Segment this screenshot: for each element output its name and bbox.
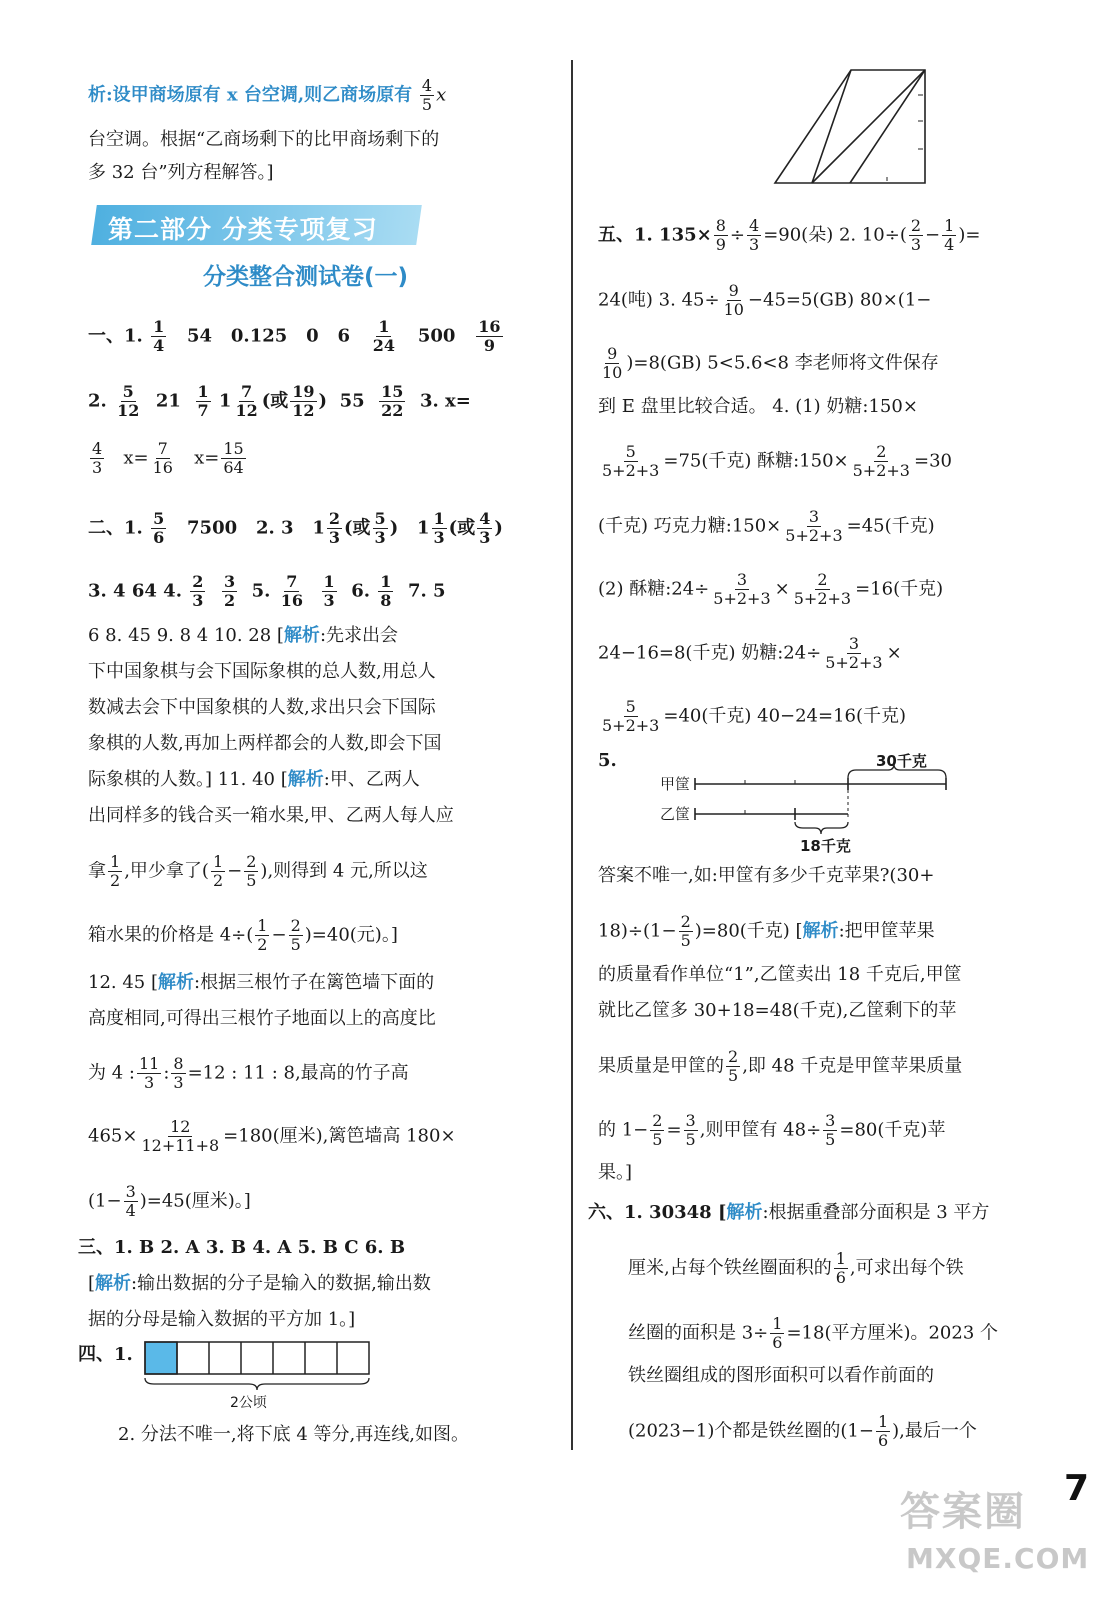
text: ,则得到 4 元,所以这 bbox=[267, 860, 428, 882]
basket-label-jia: 甲筐 bbox=[660, 775, 691, 793]
text: 拿 bbox=[88, 860, 106, 882]
watermark bbox=[900, 1480, 1090, 1590]
fraction: $\frac{1}{3}$ bbox=[433, 509, 445, 547]
text-line: 果。] bbox=[598, 1162, 633, 1183]
label: 5. bbox=[251, 580, 271, 602]
text-line: 拿 $\frac{1}{2}$ ,甲少拿了( $\frac{1}{2}$ − $\frac{2}{5}$ ),则得到 4 元,所以这 bbox=[88, 852, 428, 890]
label: 四、1. bbox=[78, 1344, 133, 1365]
jiexi-label: 解析 bbox=[283, 625, 320, 646]
fraction: $\frac{2}{5}$ bbox=[290, 916, 301, 954]
fraction: $\frac{3}{5+2+3}$ bbox=[713, 570, 771, 608]
text: 果质量是甲筐的 bbox=[598, 1055, 724, 1077]
text: )=8(GB) 5<5.6<8 李老师将文件保存 bbox=[626, 352, 939, 374]
fraction: $\frac{1}{8}$ bbox=[380, 572, 392, 610]
fraction: $\frac{7}{16}$ bbox=[280, 572, 303, 610]
jiexi-label: 解析 bbox=[726, 1202, 763, 1223]
label: 2. bbox=[88, 390, 107, 412]
text-line: (2023−1)个都是铁丝圈的(1− $\frac{1}{6}$ ),最后一个 bbox=[628, 1412, 977, 1450]
text-line: 象棋的人数,再加上两样都会的人数,即会下国 bbox=[88, 733, 442, 754]
value: 54 bbox=[187, 325, 213, 347]
fraction: $\frac{2}{3}$ bbox=[328, 509, 341, 547]
text-line: 二、1. $\frac{5}{6}$ 7500 2. 3 1 $\frac{2}{3}$ (或 $\frac{5}{3}$ ) 1 $\frac{1}{3}$ (或 $\frac{4}{3}$ ) bbox=[88, 509, 503, 547]
text: 12. 45 [ bbox=[88, 972, 158, 993]
fraction: $\frac{2}{5}$ bbox=[246, 852, 257, 890]
text: =180(厘米),篱笆墙高 180× bbox=[223, 1125, 456, 1147]
fraction: $\frac{1}{3}$ bbox=[323, 572, 335, 610]
fraction: $\frac{2}{5}$ bbox=[728, 1047, 739, 1085]
text-line bbox=[628, 1250, 964, 1287]
text-line bbox=[598, 508, 935, 545]
text-line: 2. $\frac{5}{12}$ 21 $\frac{1}{7}$ 1 $\frac{7}{12}$ (或 $\frac{19}{12}$ ) 55 $\frac{15}{22}$ 3. x= bbox=[88, 382, 471, 420]
text-line: $\frac{4}{3}$ x= $\frac{7}{16}$ x= $\frac{15}{64}$ bbox=[92, 439, 244, 477]
text-line: 三、1. B 2. A 3. B 4. A 5. B C 6. B bbox=[78, 1237, 406, 1258]
fraction: $\frac{1}{2}$ bbox=[212, 852, 224, 890]
page-number: 7 bbox=[1063, 1468, 1089, 1509]
watermark-line2: MXQE.COM bbox=[906, 1542, 1090, 1575]
text: (2023−1)个都是铁丝圈的 bbox=[628, 1420, 841, 1442]
text-line: 箱水果的价格是 4÷( $\frac{1}{2}$ − $\frac{2}{5}$ )=40(元)。] bbox=[88, 916, 398, 954]
text: =80(千克) [ bbox=[701, 920, 803, 942]
segment-label-18kg: 18千克 bbox=[800, 837, 851, 855]
text: =40(千克) 40−24=16(千克) bbox=[663, 705, 907, 727]
fraction: $\frac{12}{12+11+8}$ bbox=[141, 1117, 220, 1155]
text: ,则甲筐有 48÷ bbox=[699, 1119, 822, 1141]
text-line: 为 4 : $\frac{11}{3}$ : $\frac{8}{3}$ =12 : 11 : 8,最高的竹子高 bbox=[88, 1054, 409, 1092]
text-line: 据的分母是输入数据的平方加 1。] bbox=[88, 1309, 356, 1330]
text-line bbox=[598, 698, 906, 735]
text: =18(平方厘米)。2023 个 bbox=[786, 1322, 999, 1344]
fraction: $\frac{5}{5+2+3}$ bbox=[602, 442, 660, 480]
text-line bbox=[598, 345, 939, 382]
text: 五、1. 135× bbox=[598, 224, 712, 246]
text: =90(朵) 2. 10÷ bbox=[763, 224, 900, 246]
value: 55 bbox=[339, 390, 365, 412]
text: 丝圈的面积是 3÷ bbox=[628, 1322, 769, 1344]
text: 箱水果的价格是 4÷ bbox=[88, 924, 247, 946]
text-line bbox=[628, 1315, 998, 1352]
text: =16(千克) bbox=[855, 578, 944, 600]
jiexi-label: 解析 bbox=[158, 972, 194, 993]
text-line: 多 32 台”列方程解答。] bbox=[88, 162, 274, 183]
fraction: $\frac{1}{6}$ bbox=[877, 1412, 889, 1450]
text: 六、1. 30348 [ bbox=[588, 1202, 727, 1223]
text: ,即 48 千克是甲筐苹果质量 bbox=[742, 1055, 963, 1077]
label: 5. bbox=[598, 750, 617, 771]
line-segment-diagram bbox=[693, 760, 963, 840]
text: (2) 酥糖:24÷ bbox=[598, 578, 710, 600]
value: 500 bbox=[417, 325, 456, 347]
text-line: 铁丝圈组成的图形面积可以看作前面的 bbox=[628, 1365, 934, 1386]
text-line: 台空调。根据“乙商场剩下的比甲商场剩下的 bbox=[88, 129, 440, 150]
text-line: (2) 酥糖:24÷ $\frac{3}{5+2+3}$ × $\frac{2}{5+2+3}$ =16(千克) bbox=[598, 570, 944, 608]
text: ,甲少拿了 bbox=[124, 860, 202, 882]
text-line: 数减去会下中国象棋的人数,求出只会下国际 bbox=[88, 697, 436, 718]
watermark-line1: 答案圈 bbox=[900, 1489, 1026, 1535]
column-divider bbox=[571, 60, 573, 1450]
jiexi-label: 解析 bbox=[287, 769, 324, 790]
text-line: 五、1. 135× $\frac{8}{9}$ ÷ $\frac{4}{3}$ =90(朵) 2. 10÷( $\frac{2}{3}$ − $\frac{1}{4}$ )= bbox=[598, 216, 981, 254]
value: 21 bbox=[155, 390, 181, 412]
text: :输出数据的分子是输入的数据,输出数 bbox=[131, 1273, 431, 1294]
fraction: $\frac{11}{3}$ bbox=[138, 1054, 160, 1092]
fraction: $\frac{4}{3}$ bbox=[749, 216, 760, 254]
fraction: $\frac{3}{5}$ bbox=[685, 1111, 696, 1149]
value: 6 bbox=[337, 325, 350, 347]
text: 465× bbox=[88, 1125, 138, 1147]
text: )=45(厘米)。] bbox=[139, 1190, 251, 1212]
text: :根据重叠部分面积是 3 平方 bbox=[762, 1202, 990, 1223]
value: 0.125 bbox=[230, 325, 288, 347]
text-line: 高度相同,可得出三根竹子地面以上的高度比 bbox=[88, 1008, 436, 1029]
fraction: $\frac{5}{6}$ bbox=[153, 509, 165, 547]
text-line bbox=[88, 573, 446, 610]
fraction: $\frac{1}{6}$ bbox=[772, 1314, 783, 1352]
fraction: $\frac{9}{10}$ bbox=[602, 344, 623, 382]
value: 2. 3 bbox=[255, 517, 294, 539]
text-line bbox=[88, 970, 434, 996]
fraction: $\frac{3}{4}$ bbox=[125, 1182, 136, 1220]
text-line bbox=[88, 77, 446, 114]
text: =30 bbox=[913, 450, 952, 472]
area-label: 2公顷 bbox=[230, 1395, 267, 1411]
text: ,最后一个 bbox=[899, 1420, 977, 1442]
text: (1− bbox=[88, 1190, 122, 1212]
fraction: $\frac{1}{4}$ bbox=[153, 317, 165, 355]
fraction: $\frac{3}{5+2+3}$ bbox=[825, 634, 883, 672]
fraction: $\frac{1}{4}$ bbox=[944, 216, 955, 254]
text-line bbox=[88, 1183, 251, 1220]
text-line: 18)÷(1− $\frac{2}{5}$ )=80(千克) [解析:把甲筐苹果 bbox=[598, 912, 935, 950]
text-line: 就比乙筐多 30+18=48(千克),乙筐剩下的苹 bbox=[598, 1000, 957, 1021]
fraction: $\frac{1}{7}$ bbox=[197, 382, 209, 420]
part-title: 第二部分 分类专项复习 bbox=[108, 215, 378, 244]
fraction: $\frac{2}{5+2+3}$ bbox=[852, 442, 910, 480]
fraction: $\frac{2}{5}$ bbox=[652, 1111, 663, 1149]
text: 厘米,占每个铁丝圈面积的 bbox=[628, 1257, 832, 1279]
fraction: $\frac{5}{3}$ bbox=[374, 509, 386, 547]
text-line bbox=[88, 1271, 431, 1297]
text: x bbox=[436, 84, 447, 106]
text: [ bbox=[88, 1273, 96, 1294]
text-line: 的 1− $\frac{2}{5}$ = $\frac{3}{5}$ ,则甲筐有 48÷ $\frac{3}{5}$ =80(千克)苹 bbox=[598, 1111, 946, 1149]
text-line: 24−16=8(千克) 奶糖:24÷ $\frac{3}{5+2+3}$ × bbox=[598, 634, 902, 672]
text: =45(千克) bbox=[846, 515, 935, 537]
text-line bbox=[588, 1200, 989, 1226]
text: 为 4 : bbox=[88, 1062, 135, 1084]
text: =12 : 11 : 8,最高的竹子高 bbox=[187, 1062, 409, 1084]
label: 6. bbox=[351, 580, 370, 602]
text: :把甲筐苹果 bbox=[838, 920, 935, 942]
text-line: 答案不唯一,如:甲筐有多少千克苹果?(30+ bbox=[598, 865, 935, 886]
fraction: $\frac{4}{3}$ bbox=[479, 509, 491, 547]
fraction: $\frac{4}{3}$ bbox=[92, 439, 103, 477]
test-title: 分类整合测试卷(一) bbox=[203, 264, 409, 290]
text: 6 8. 45 9. 8 4 10. 28 [ bbox=[88, 625, 284, 646]
fraction: $\frac{2}{5+2+3}$ bbox=[793, 570, 852, 608]
text: =75(千克) 酥糖:150× bbox=[663, 450, 849, 472]
fraction: $\frac{4}{5}$ bbox=[421, 76, 433, 114]
basket-label-yi: 乙筐 bbox=[660, 805, 691, 823]
fraction: $\frac{3}{5+2+3}$ bbox=[785, 507, 843, 545]
text: :根据三根竹子在篱笆墙下面的 bbox=[194, 972, 435, 993]
text: 18)÷ bbox=[598, 920, 644, 942]
text-line bbox=[598, 282, 931, 319]
label: 一、1. bbox=[88, 325, 143, 347]
fraction: $\frac{2}{3}$ bbox=[192, 572, 204, 610]
fraction: $\frac{7}{16}$ bbox=[152, 439, 173, 477]
fraction: $\frac{5}{12}$ bbox=[117, 382, 140, 420]
fraction: $\frac{3}{5}$ bbox=[825, 1111, 836, 1149]
text-line bbox=[88, 318, 505, 355]
fraction: $\frac{1}{24}$ bbox=[372, 317, 396, 355]
text-line: 的质量看作单位“1”,乙筐卖出 18 千克后,甲筐 bbox=[598, 964, 962, 985]
text-line: 2. 分法不唯一,将下底 4 等分,再连线,如图。 bbox=[118, 1424, 469, 1445]
label: 7. 5 bbox=[407, 580, 446, 602]
jiexi-label: 解析 bbox=[95, 1273, 132, 1294]
fraction: $\frac{3}{2}$ bbox=[223, 572, 236, 610]
text: 际象棋的人数。] 11. 40 [ bbox=[88, 769, 288, 790]
value: 0 bbox=[306, 325, 319, 347]
text-line bbox=[598, 1048, 962, 1085]
fraction: $\frac{16}{9}$ bbox=[478, 317, 501, 355]
fraction: $\frac{1}{6}$ bbox=[835, 1249, 846, 1287]
text: =80(千克)苹 bbox=[839, 1119, 946, 1141]
segment-label-30kg: 30千克 bbox=[876, 752, 927, 770]
text: −45=5(GB) 80×(1− bbox=[747, 289, 932, 311]
text: 24(吨) 3. 45÷ bbox=[598, 289, 720, 311]
text: :先求出会 bbox=[319, 625, 399, 646]
fraction: $\frac{15}{22}$ bbox=[381, 382, 404, 420]
trapezoid-figure bbox=[773, 65, 933, 190]
label: 3. x= bbox=[419, 390, 471, 412]
label: 二、1. bbox=[88, 517, 143, 539]
text-line: 下中国象棋与会下国际象棋的总人数,用总人 bbox=[88, 661, 436, 682]
text-line: 到 E 盘里比较合适。 4. (1) 奶糖:150× bbox=[598, 396, 918, 417]
fraction: $\frac{5}{5+2+3}$ bbox=[602, 697, 660, 735]
text-line bbox=[88, 1118, 456, 1155]
fraction: $\frac{9}{10}$ bbox=[723, 281, 744, 319]
text-line bbox=[88, 767, 420, 793]
label: 3. 4 64 4. bbox=[88, 580, 182, 602]
fraction: $\frac{19}{12}$ bbox=[292, 382, 315, 420]
text-line bbox=[88, 623, 398, 649]
text-line: 出同样多的钱合买一箱水果,甲、乙两人每人应 bbox=[88, 805, 454, 826]
text: 析:设甲商场原有 x 台空调,则乙商场原有 bbox=[88, 84, 413, 106]
fraction: $\frac{1}{2}$ bbox=[110, 852, 121, 890]
text: (千克) 巧克力糖:150× bbox=[598, 515, 782, 537]
text: 的 1− bbox=[598, 1119, 649, 1141]
fraction: $\frac{15}{64}$ bbox=[223, 439, 244, 477]
text: 24−16=8(千克) 奶糖:24÷ bbox=[598, 642, 822, 664]
value: 7500 bbox=[187, 517, 238, 539]
fraction: $\frac{1}{2}$ bbox=[257, 916, 268, 954]
fraction: $\frac{7}{12}$ bbox=[235, 382, 258, 420]
text: ,可求出每个铁 bbox=[849, 1257, 964, 1279]
jiexi-label: 解析 bbox=[802, 920, 839, 942]
text-line bbox=[598, 443, 952, 480]
fraction: $\frac{2}{5}$ bbox=[680, 912, 691, 950]
text: :甲、乙两人 bbox=[323, 769, 420, 790]
text: =40(元)。] bbox=[311, 924, 398, 946]
fraction: $\frac{2}{3}$ bbox=[910, 216, 922, 254]
fraction: $\frac{8}{3}$ bbox=[173, 1054, 184, 1092]
fraction: $\frac{8}{9}$ bbox=[715, 216, 726, 254]
